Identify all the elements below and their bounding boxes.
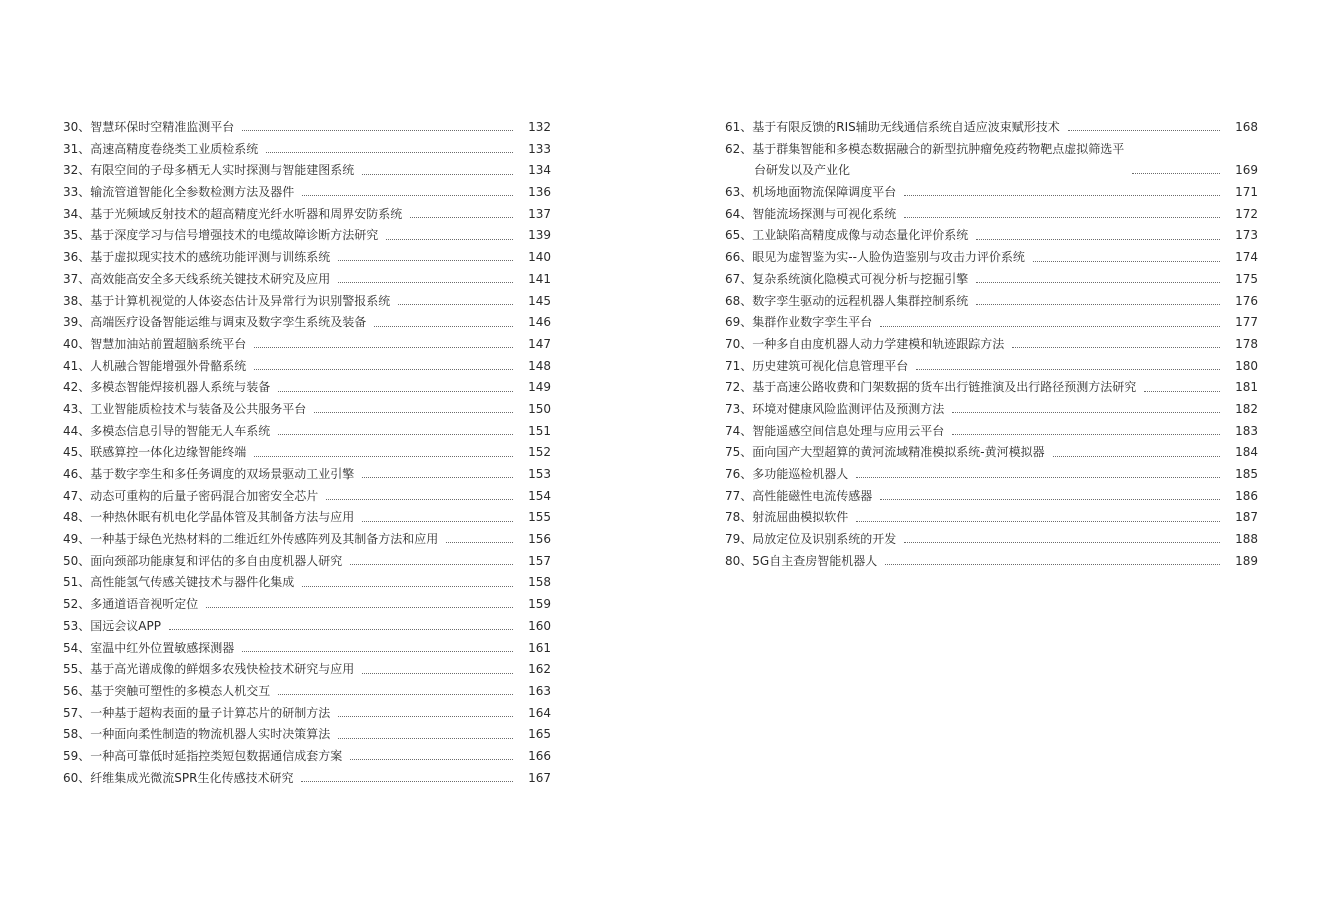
toc-entry-title: 70、一种多自由度机器人动力学建模和轨迹跟踪方法 xyxy=(725,336,1005,351)
toc-entry[interactable] xyxy=(63,117,551,139)
toc-page-number: 184 xyxy=(1235,445,1258,460)
dot-leader xyxy=(242,651,513,652)
toc-entry-title: 36、基于虚拟现实技术的感统功能评测与训练系统 xyxy=(63,250,331,265)
dot-leader xyxy=(880,326,1220,327)
dot-leader xyxy=(952,434,1220,435)
dot-leader xyxy=(362,521,513,522)
toc-page-number: 187 xyxy=(1235,510,1258,525)
toc-entry-title: 79、局放定位及识别系统的开发 xyxy=(725,532,897,547)
toc-entry-title: 47、动态可重构的后量子密码混合加密安全芯片 xyxy=(63,488,319,503)
toc-page-number: 152 xyxy=(528,445,551,460)
toc-page-number: 150 xyxy=(528,401,551,416)
toc-entry-title: 38、基于计算机视觉的人体姿态估计及异常行为识别警报系统 xyxy=(63,293,391,308)
dot-leader xyxy=(206,607,513,608)
toc-page-number: 167 xyxy=(528,770,551,785)
toc-page-number: 180 xyxy=(1235,358,1258,373)
toc-entry[interactable] xyxy=(63,529,551,551)
dot-leader xyxy=(398,304,513,305)
toc-page-number: 166 xyxy=(528,748,551,763)
dot-leader xyxy=(880,499,1220,500)
toc-entry-title: 61、基于有限反馈的RIS辅助无线通信系统自适应波束赋形技术 xyxy=(725,120,1060,134)
dot-leader xyxy=(362,477,513,478)
toc-entry-title: 65、工业缺陷高精度成像与动态量化评价系统 xyxy=(725,228,969,243)
toc-entry-title: 57、一种基于超构表面的量子计算芯片的研制方法 xyxy=(63,705,331,720)
toc-entry-title: 31、高速高精度卷绕类工业质检系统 xyxy=(63,141,259,156)
dot-leader xyxy=(976,304,1220,305)
toc-page-number: 151 xyxy=(528,423,551,438)
toc-entry-title: 75、面向国产大型超算的黄河流域精准模拟系统-黄河模拟器 xyxy=(725,445,1045,460)
toc-page-number: 163 xyxy=(528,683,551,698)
toc-entry[interactable] xyxy=(725,529,1258,551)
toc-entry[interactable] xyxy=(63,160,551,182)
toc-entry-title: 48、一种热休眠有机电化学晶体管及其制备方法与应用 xyxy=(63,510,355,525)
dot-leader xyxy=(904,542,1220,543)
toc-entry[interactable] xyxy=(725,551,1258,573)
toc-entry[interactable] xyxy=(63,377,551,399)
toc-entry[interactable] xyxy=(63,681,551,703)
toc-entry-title: 52、多通道语音视听定位 xyxy=(63,597,199,612)
dot-leader xyxy=(976,239,1220,240)
toc-page-number: 137 xyxy=(528,206,551,221)
toc-entry[interactable] xyxy=(63,594,551,616)
toc-entry[interactable] xyxy=(63,291,551,313)
toc-page-number: 155 xyxy=(528,510,551,525)
dot-leader xyxy=(916,369,1220,370)
dot-leader xyxy=(976,282,1220,283)
toc-page-number: 178 xyxy=(1235,336,1258,351)
toc-entry-title: 69、集群作业数字孪生平台 xyxy=(725,315,873,330)
toc-entry-title: 68、数字孪生驱动的远程机器人集群控制系统 xyxy=(725,293,969,308)
dot-leader xyxy=(1144,391,1220,392)
toc-page-number: 132 xyxy=(528,120,551,134)
toc-page-number: 156 xyxy=(528,532,551,547)
dot-leader xyxy=(254,456,513,457)
dot-leader xyxy=(278,391,513,392)
toc-entry-title: 60、纤维集成光微流SPR生化传感技术研究 xyxy=(63,770,294,785)
toc-entry[interactable] xyxy=(725,464,1258,486)
toc-entry-title: 74、智能遥感空间信息处理与应用云平台 xyxy=(725,423,945,438)
toc-entry-title: 55、基于高光谱成像的鲜烟多农残快检技术研究与应用 xyxy=(63,662,355,677)
toc-entry[interactable] xyxy=(725,442,1258,464)
toc-entry-title: 71、历史建筑可视化信息管理平台 xyxy=(725,358,909,373)
toc-page-number: 164 xyxy=(528,705,551,720)
toc-entry-title: 56、基于突触可塑性的多模态人机交互 xyxy=(63,683,271,698)
toc-entry[interactable] xyxy=(63,225,551,247)
dot-leader xyxy=(301,781,513,782)
toc-entry-title: 49、一种基于绿色光热材料的二维近红外传感阵列及其制备方法和应用 xyxy=(63,532,439,547)
toc-page-number: 185 xyxy=(1235,467,1258,482)
toc-page-number: 158 xyxy=(528,575,551,590)
toc-entry[interactable] xyxy=(63,616,551,638)
dot-leader xyxy=(254,347,513,348)
toc-entry-title: 51、高性能氢气传感关键技术与器件化集成 xyxy=(63,575,295,590)
toc-entry[interactable] xyxy=(63,269,551,291)
toc-page-number: 145 xyxy=(528,293,551,308)
toc-entry-title: 63、机场地面物流保障调度平台 xyxy=(725,185,897,200)
toc-entry-title: 42、多模态智能焊接机器人系统与装备 xyxy=(63,380,271,395)
toc-entry[interactable] xyxy=(725,334,1258,356)
toc-entry-title: 80、5G自主查房智能机器人 xyxy=(725,553,878,568)
toc-page-number: 183 xyxy=(1235,423,1258,438)
toc-entry-title: 34、基于光频域反射技术的超高精度光纤水听器和周界安防系统 xyxy=(63,206,403,221)
toc-page-number: 149 xyxy=(528,380,551,395)
toc-entry[interactable] xyxy=(63,746,551,768)
toc-page-number: 157 xyxy=(528,553,551,568)
toc-entry-title: 32、有限空间的子母多栖无人实时探测与智能建图系统 xyxy=(63,163,355,178)
toc-page-number: 168 xyxy=(1235,120,1258,134)
toc-entry-title: 45、联感算控一体化边缘智能终端 xyxy=(63,445,247,460)
dot-leader xyxy=(374,326,513,327)
toc-page-number: 171 xyxy=(1235,185,1258,200)
toc-entry-title: 33、输流管道智能化全参数检测方法及器件 xyxy=(63,185,295,200)
toc-entry[interactable] xyxy=(725,204,1258,226)
dot-leader xyxy=(338,738,513,739)
dot-leader xyxy=(885,564,1220,565)
toc-entry[interactable] xyxy=(63,464,551,486)
dot-leader xyxy=(446,542,513,543)
dot-leader xyxy=(350,759,513,760)
toc-page-number: 174 xyxy=(1235,250,1258,265)
toc-entry[interactable] xyxy=(63,139,551,161)
dot-leader xyxy=(362,174,513,175)
toc-entry[interactable] xyxy=(63,659,551,681)
dot-leader xyxy=(266,152,513,153)
toc-page-number: 189 xyxy=(1235,553,1258,568)
toc-entry-title: 64、智能流场探测与可视化系统 xyxy=(725,206,897,221)
dot-leader xyxy=(904,195,1220,196)
toc-page-number: 182 xyxy=(1235,401,1258,416)
toc-page-number: 186 xyxy=(1235,488,1258,503)
dot-leader xyxy=(904,217,1220,218)
toc-page-number: 181 xyxy=(1235,380,1258,395)
toc-entry[interactable] xyxy=(63,724,551,746)
toc-entry[interactable] xyxy=(63,442,551,464)
toc-entry-title: 41、人机融合智能增强外骨骼系统 xyxy=(63,358,247,373)
toc-entry-title: 59、一种高可靠低时延指控类短包数据通信成套方案 xyxy=(63,748,343,763)
toc-page-number: 147 xyxy=(528,336,551,351)
toc-page-number: 154 xyxy=(528,488,551,503)
dot-leader xyxy=(410,217,513,218)
toc-page-number: 176 xyxy=(1235,293,1258,308)
toc-entry-title: 50、面向颈部功能康复和评估的多自由度机器人研究 xyxy=(63,553,343,568)
toc-entry[interactable] xyxy=(725,377,1258,399)
toc-page-number: 159 xyxy=(528,597,551,612)
toc-entry-title-line1: 62、基于群集智能和多模态数据融合的新型抗肿瘤免疫药物靶点虚拟筛选平 xyxy=(725,141,1125,156)
toc-entry[interactable] xyxy=(725,356,1258,378)
toc-entry[interactable] xyxy=(725,421,1258,443)
toc-entry[interactable] xyxy=(63,486,551,508)
toc-entry-title: 77、高性能磁性电流传感器 xyxy=(725,488,873,503)
toc-entry[interactable] xyxy=(725,139,1258,182)
toc-entry-title: 40、智慧加油站前置超脑系统平台 xyxy=(63,336,247,351)
toc-entry[interactable] xyxy=(63,399,551,421)
toc-entry[interactable] xyxy=(725,507,1258,529)
toc-entry-title: 67、复杂系统演化隐模式可视分析与挖掘引擎 xyxy=(725,271,969,286)
dot-leader xyxy=(314,412,513,413)
toc-entry[interactable] xyxy=(63,638,551,660)
dot-leader xyxy=(278,434,513,435)
toc-entry-title: 46、基于数字孪生和多任务调度的双场景驱动工业引擎 xyxy=(63,467,355,481)
toc-entry-title: 44、多模态信息引导的智能无人车系统 xyxy=(63,423,271,438)
toc-page-number: 188 xyxy=(1235,532,1258,547)
toc-entry[interactable] xyxy=(63,507,551,529)
toc-page-number: 173 xyxy=(1235,228,1258,243)
toc-page-number: 146 xyxy=(528,315,551,330)
toc-entry[interactable] xyxy=(63,247,551,269)
toc-entry-title: 78、射流屈曲模拟软件 xyxy=(725,510,849,525)
toc-page-number: 162 xyxy=(528,662,551,677)
toc-entry-title: 72、基于高速公路收费和门架数据的货车出行链推演及出行路径预测方法研究 xyxy=(725,380,1137,395)
toc-entry[interactable] xyxy=(63,421,551,443)
dot-leader xyxy=(1012,347,1220,348)
toc-page-number: 136 xyxy=(528,185,551,200)
toc-page-number: 172 xyxy=(1235,206,1258,221)
toc-entry[interactable] xyxy=(725,117,1258,139)
dot-leader xyxy=(338,716,513,717)
toc-entry[interactable] xyxy=(63,312,551,334)
toc-entry[interactable] xyxy=(63,551,551,573)
toc-entry[interactable] xyxy=(725,247,1258,269)
toc-entry[interactable] xyxy=(63,204,551,226)
toc-entry[interactable] xyxy=(725,182,1258,204)
dot-leader xyxy=(169,629,513,630)
dot-leader xyxy=(1068,130,1220,131)
toc-entry[interactable] xyxy=(725,291,1258,313)
dot-leader xyxy=(338,260,513,261)
dot-leader xyxy=(302,586,513,587)
dot-leader xyxy=(386,239,513,240)
dot-leader xyxy=(338,282,513,283)
toc-left-column xyxy=(63,117,551,789)
toc-entry-title xyxy=(725,139,1124,182)
dot-leader xyxy=(856,477,1220,478)
toc-entry-title: 76、多功能巡检机器人 xyxy=(725,467,849,482)
dot-leader xyxy=(856,521,1220,522)
dot-leader xyxy=(952,412,1220,413)
toc-entry-title: 73、环境对健康风险监测评估及预测方法 xyxy=(725,401,945,416)
toc-entry[interactable] xyxy=(725,269,1258,291)
toc-right-column xyxy=(725,117,1258,572)
toc-entry[interactable] xyxy=(725,225,1258,247)
toc-page-number: 140 xyxy=(528,250,551,265)
dot-leader xyxy=(1132,173,1220,174)
dot-leader xyxy=(242,130,513,131)
toc-entry[interactable] xyxy=(63,334,551,356)
toc-page-number: 165 xyxy=(528,727,551,742)
dot-leader xyxy=(1033,261,1220,262)
dot-leader xyxy=(254,369,513,370)
toc-page-number: 141 xyxy=(528,271,551,286)
toc-entry-title: 54、室温中红外位置敏感探测器 xyxy=(63,640,235,655)
dot-leader xyxy=(362,673,513,674)
dot-leader xyxy=(350,564,513,565)
toc-page-number: 139 xyxy=(528,228,551,243)
dot-leader xyxy=(302,195,513,196)
toc-entry[interactable] xyxy=(725,399,1258,421)
toc-entry-title: 39、高端医疗设备智能运维与调束及数字孪生系统及装备 xyxy=(63,315,367,330)
dot-leader xyxy=(1053,456,1220,457)
toc-entry[interactable] xyxy=(63,768,551,790)
toc-page-number: 133 xyxy=(528,141,551,156)
toc-entry[interactable] xyxy=(63,572,551,594)
toc-entry[interactable] xyxy=(63,182,551,204)
dot-leader xyxy=(278,694,513,695)
toc-entry[interactable] xyxy=(725,312,1258,334)
toc-page-number: 169 xyxy=(1235,163,1258,178)
toc-page-number: 160 xyxy=(528,618,551,633)
toc-entry-title: 43、工业智能质检技术与装备及公共服务平台 xyxy=(63,401,307,416)
toc-entry[interactable] xyxy=(63,703,551,725)
toc-page-number: 177 xyxy=(1235,315,1258,330)
toc-page-number: 134 xyxy=(528,163,551,178)
toc-page-number: 161 xyxy=(528,640,551,655)
toc-page-number: 153 xyxy=(528,467,551,481)
toc-entry-title: 66、眼见为虚智鉴为实--人脸伪造鉴别与攻击力评价系统 xyxy=(725,250,1025,265)
toc-entry-title: 30、智慧环保时空精准监测平台 xyxy=(63,120,235,134)
toc-entry-title: 53、国远会议APP xyxy=(63,618,161,633)
dot-leader xyxy=(326,499,513,500)
toc-page-number: 175 xyxy=(1235,271,1258,286)
toc-entry-title: 37、高效能高安全多天线系统关键技术研究及应用 xyxy=(63,271,331,286)
toc-entry[interactable] xyxy=(725,486,1258,508)
toc-entry-title-line2: 台研发以及产业化 xyxy=(754,163,851,178)
toc-entry-title: 58、一种面向柔性制造的物流机器人实时决策算法 xyxy=(63,727,331,742)
toc-entry[interactable] xyxy=(63,356,551,378)
toc-entry-title: 35、基于深度学习与信号增强技术的电缆故障诊断方法研究 xyxy=(63,228,379,243)
toc-page-number: 148 xyxy=(528,358,551,373)
